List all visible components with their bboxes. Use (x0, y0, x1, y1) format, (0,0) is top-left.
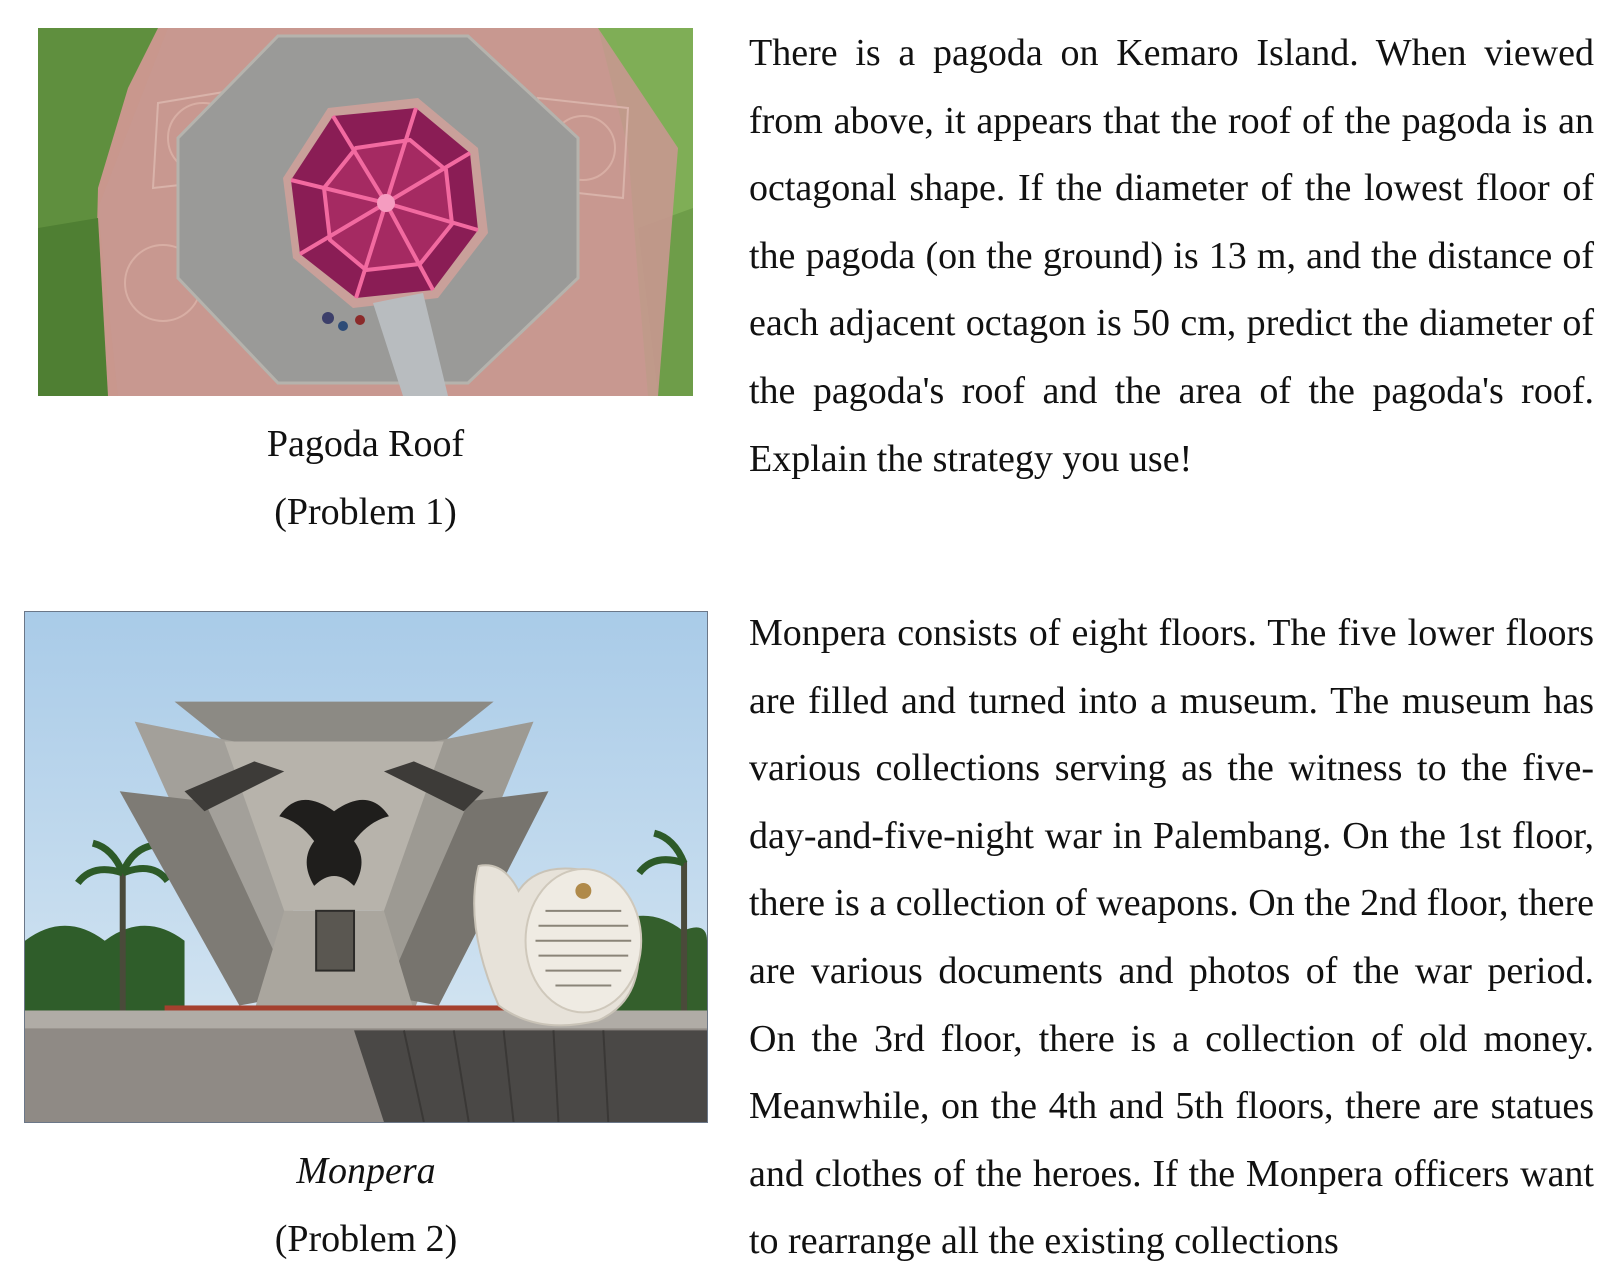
pagoda-roof-illustration (38, 28, 693, 396)
problem2-caption-label: (Problem 2) (274, 1218, 458, 1260)
problem1-caption (38, 410, 693, 546)
problem2-caption-title: Monpera (296, 1150, 436, 1192)
monpera-photo (24, 611, 708, 1123)
monpera-illustration (25, 612, 707, 1122)
problem2-text: Monpera consists of eight floors. The five lower floors are filled and turned into a museum. The museum has various collections serving as the witness to the five-day-and-five-night war in Palembang. On the 1st floor, there is a collection of weapons. On the 2nd floor, there are various documents and photos of the war period. On the 3rd floor, there is a collection of old money. Meanwhile, on the 4th and 5th floors, there are statues and clothes of the heroes. If the Monpera officers want to rearrange all the existing collections (749, 612, 1594, 1263)
problem1-caption-label: (Problem 1) (274, 491, 457, 533)
problem1-text: There is a pagoda on Kemaro Island. When viewed from above, it appears that the roof of the pagoda is an octagonal shape. If the diameter of the lowest floor of the pagoda (on the ground) is 13 m, and the distance of each adjacent octagon is 50 cm, predict the diameter of the pagoda's roof and the area of the pagoda's roof. Explain the strategy you use! (749, 32, 1594, 480)
problem1-caption-title: Pagoda Roof (266, 423, 465, 465)
pagoda-roof-photo (38, 28, 693, 396)
problem2-caption (24, 1137, 708, 1273)
